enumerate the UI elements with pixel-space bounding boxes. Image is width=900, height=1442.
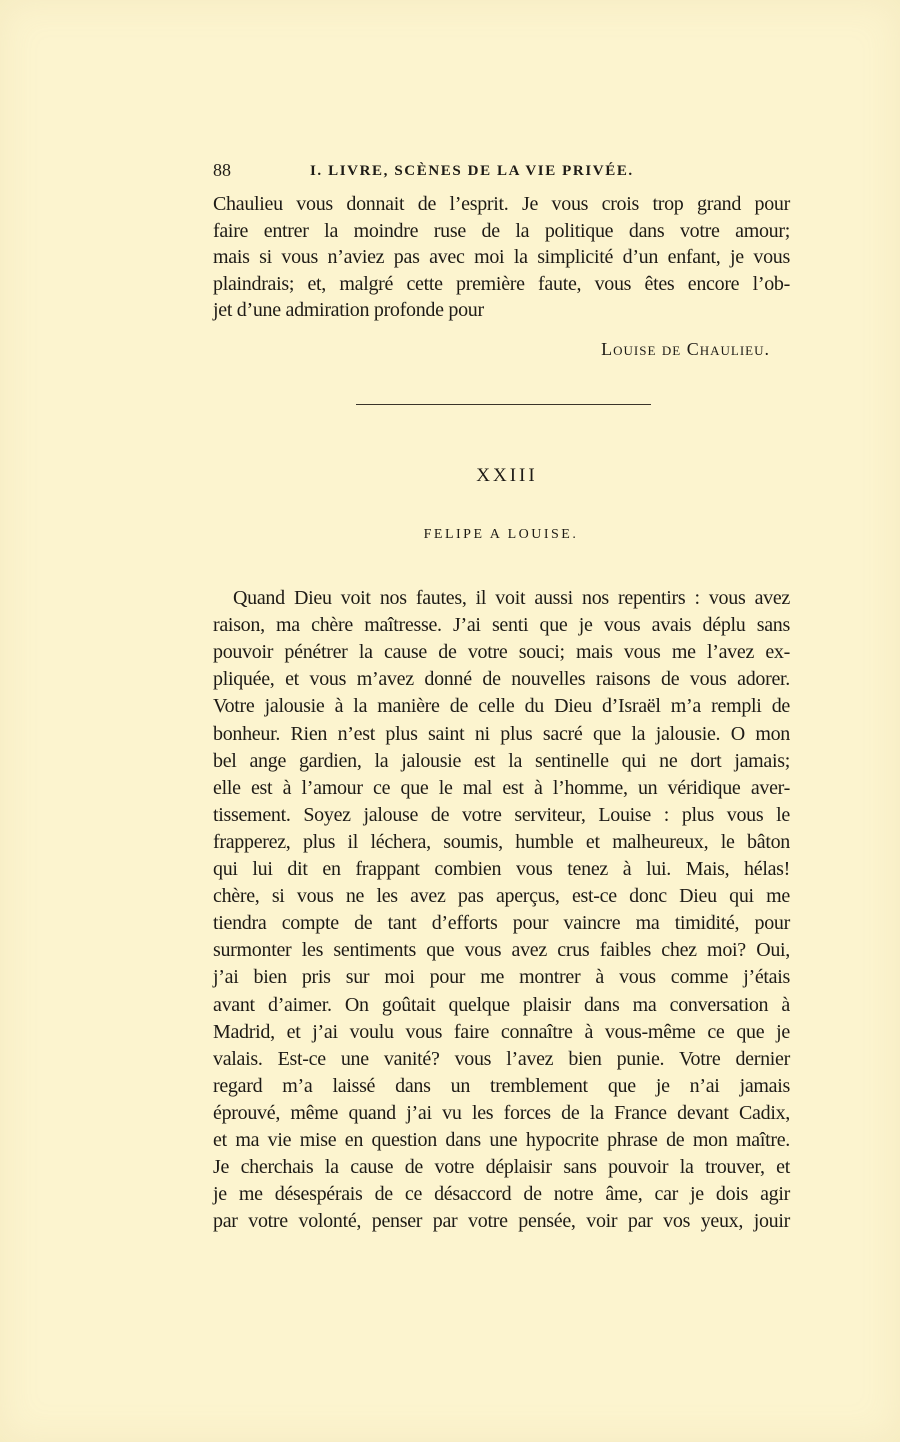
text-line: et ma vie mise en question dans une hypocrite phrase de mon maître. <box>213 1129 790 1151</box>
text-line: qui lui dit en frappant combien vous tenez à lui. Mais, hélas! <box>213 858 790 880</box>
text-line: j’ai bien pris sur moi pour me montrer à vous comme j’étais <box>213 966 790 989</box>
text-line: éprouvé, même quand j’ai vu les forces de la France devant Cadix, <box>213 1101 790 1124</box>
text-line: plaindrais; et, malgré cette première faute, vous êtes encore l’ob- <box>213 272 790 295</box>
text-line: faire entrer la moindre ruse de la politique dans votre amour; <box>213 219 790 242</box>
text-line: elle est à l’amour ce que le mal est à l’homme, un véridique aver- <box>213 776 790 799</box>
text-line: Je cherchais la cause de votre déplaisir sans pouvoir la trouver, et <box>213 1156 790 1179</box>
text-line: tiendra compte de tant d’efforts pour vaincre ma timidité, pour <box>213 912 790 935</box>
text-line: Quand Dieu voit nos fautes, il voit aussi nos repentirs : vous avez <box>233 587 790 609</box>
text-line: mais si vous n’aviez pas avec moi la simplicité d’un enfant, je vous <box>213 246 790 268</box>
section-divider <box>356 404 651 405</box>
running-title: I. LIVRE, SCÈNES DE LA VIE PRIVÉE. <box>310 163 634 179</box>
signature: Louise de Chaulieu. <box>601 339 770 359</box>
page-number: 88 <box>213 160 231 180</box>
text-line: valais. Est-ce une vanité? vous l’avez bien punie. Votre dernier <box>213 1047 790 1070</box>
text-line: regard m’a laissé dans un tremblement que je n’ai jamais <box>213 1074 790 1097</box>
text-line: raison, ma chère maîtresse. J’ai senti que je vous avais déplu sans <box>213 614 790 637</box>
text-line: avant d’aimer. On goûtait quelque plaisir dans ma conversation à <box>213 993 790 1016</box>
text-line: frapperez, plus il léchera, soumis, humble et malheureux, le bâton <box>213 830 790 853</box>
text-line: chère, si vous ne les avez pas aperçus, est-ce donc Dieu qui me <box>213 885 790 908</box>
text-line: jet d’une admiration profonde pour <box>213 299 484 321</box>
text-line: pouvoir pénétrer la cause de votre souci; mais vous me l’avez ex- <box>213 641 790 664</box>
text-line: tissement. Soyez jalouse de votre serviteur, Louise : plus vous le <box>213 803 790 826</box>
text-line: je me désespérais de ce désaccord de notre âme, car je dois agir <box>213 1183 790 1206</box>
text-line: bel ange gardien, la jalousie est la sentinelle qui ne dort jamais; <box>213 749 790 772</box>
text-line: bonheur. Rien n’est plus saint ni plus sacré que la jalousie. O mon <box>213 722 790 745</box>
text-line: Madrid, et j’ai voulu vous faire connaître à vous-même ce que je <box>213 1020 790 1043</box>
chapter-number: XXIII <box>476 465 538 486</box>
text-line: pliquée, et vous m’avez donné de nouvelles raisons de vous adorer. <box>213 668 790 691</box>
text-line: par votre volonté, penser par votre pensée, voir par vos yeux, jouir <box>213 1210 790 1233</box>
text-line: Votre jalousie à la manière de celle du Dieu d’Israël m’a rempli de <box>213 695 790 718</box>
text-line: Chaulieu vous donnait de l’esprit. Je vous crois trop grand pour <box>213 193 790 215</box>
letter-heading: FELIPE A LOUISE. <box>423 527 579 542</box>
text-line: surmonter les sentiments que vous avez crus faibles chez moi? Oui, <box>213 939 790 962</box>
